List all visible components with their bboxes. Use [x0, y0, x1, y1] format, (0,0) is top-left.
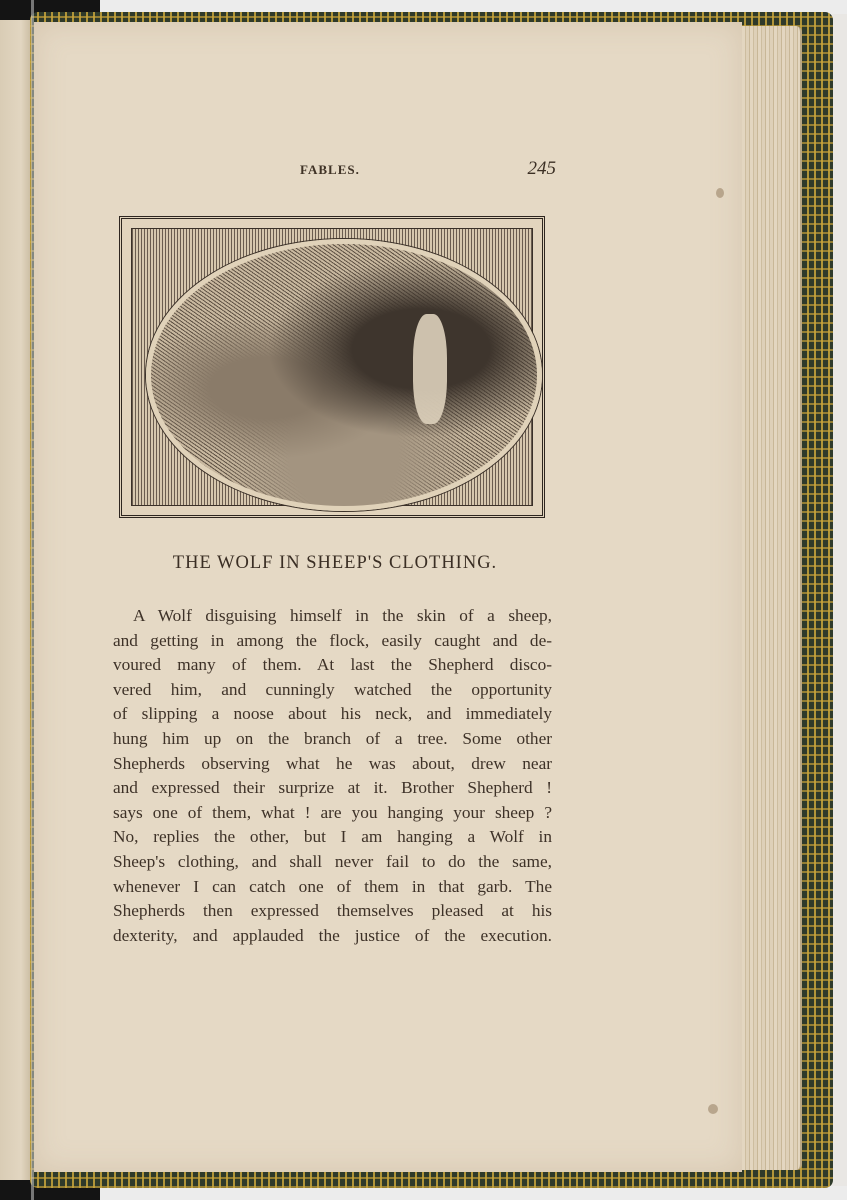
scan-backdrop-bottom: [100, 1186, 847, 1200]
text-line: and getting in among the flock, easily caught and de-: [113, 630, 552, 650]
foxing-spot: [708, 1104, 718, 1114]
text-line: says one of them, what ! are you hanging your sheep ?: [113, 802, 552, 822]
fable-body: [113, 604, 552, 948]
page-block-edges: [742, 26, 802, 1170]
text-line: voured many of them. At last the Shepherd disco-: [113, 655, 552, 675]
fable-title: [0, 553, 670, 574]
foxing-spot: [716, 188, 724, 198]
facing-page-edge: [0, 20, 30, 1180]
engraving-hatched-frame: [131, 228, 533, 506]
text-line: dexterity, and applauded the justice of the execution.: [113, 925, 552, 945]
text-line: Shepherds then expressed themselves pleased at his: [113, 901, 552, 921]
text-line: vered him, and cunningly watched the opportunity: [113, 679, 552, 699]
engraving-illustration: [119, 216, 545, 518]
hanging-wolf-in-sheepskin: [413, 314, 447, 424]
text-line: of slipping a noose about his neck, and immediately: [113, 704, 552, 724]
text-line: whenever I can catch one of them in that garb. The: [113, 876, 552, 896]
running-head: FABLES.: [300, 162, 360, 177]
scanner-glass-edge: [31, 0, 34, 1200]
text-line: and expressed their surprize at it. Brother Shepherd !: [113, 778, 552, 798]
page-header: [300, 160, 556, 184]
fable-title-text: THE WOLF IN SHEEP'S CLOTHING.: [172, 553, 498, 573]
text-line: A Wolf disguising himself in the skin of a sheep,: [133, 606, 552, 625]
page-number: 245: [527, 158, 556, 179]
text-line: hung him up on the branch of a tree. Some other: [113, 728, 552, 748]
engraving-oval-scene: [146, 239, 542, 511]
text-line: Sheep's clothing, and shall never fail to do the same,: [113, 851, 552, 871]
book-page: [34, 22, 742, 1172]
text-line: No, replies the other, but I am hanging a Wolf in: [113, 827, 552, 847]
text-line: Shepherds observing what he was about, drew near: [113, 753, 552, 773]
